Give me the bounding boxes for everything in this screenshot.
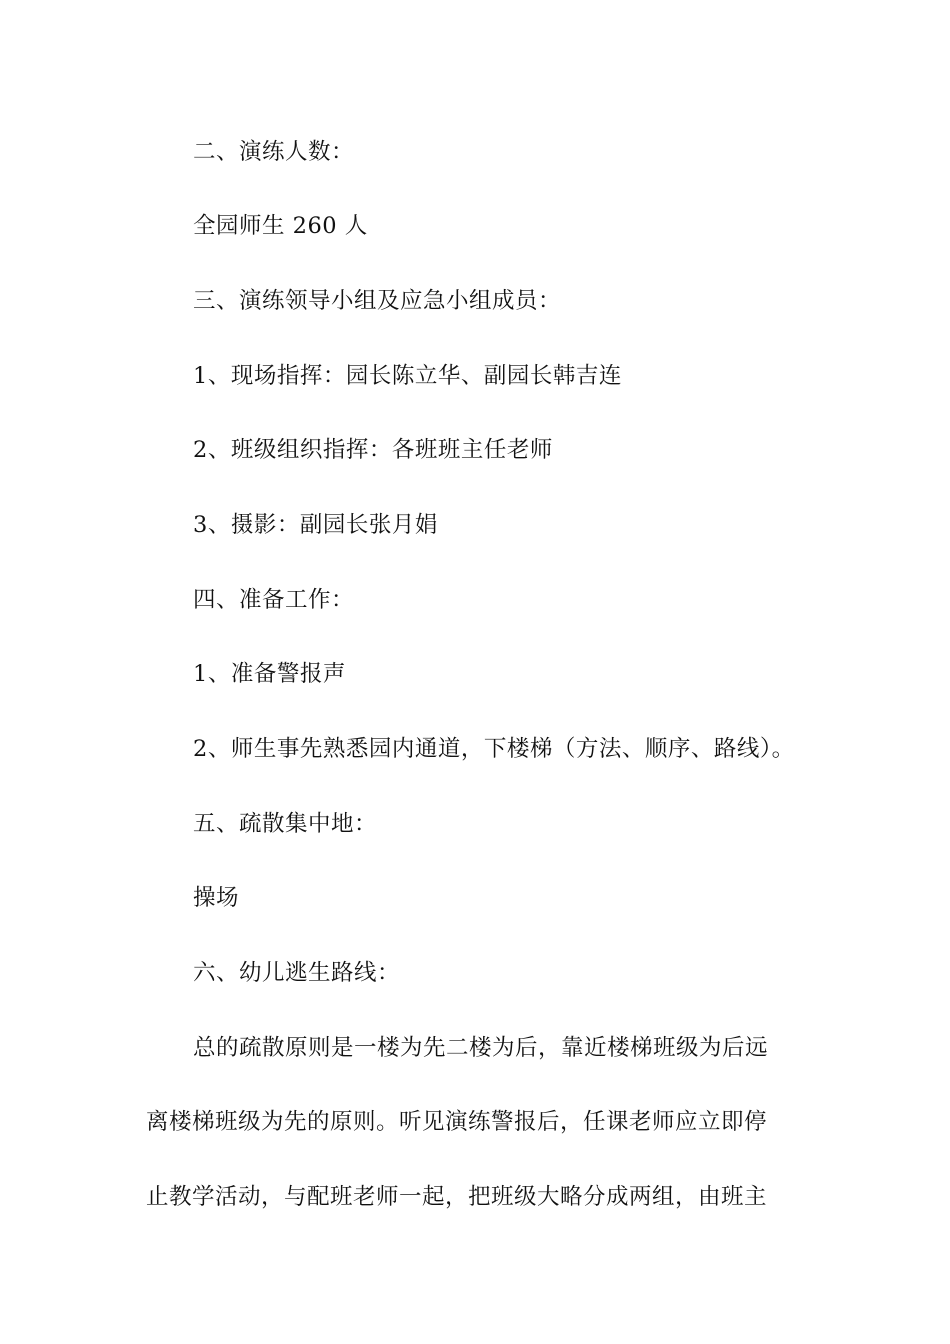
paragraph-assembly-location: 操场 [193,885,240,911]
section-heading-assembly-point: 五、疏散集中地： [193,811,378,837]
list-item-alarm: 1、准备警报声 [193,661,346,687]
list-item-class-command: 2、班级组织指挥：各班班主任老师 [193,437,553,463]
list-item-familiarize-routes: 2、师生事先熟悉园内通道，下楼梯（方法、顺序、路线）。 [193,736,795,762]
section-heading-leadership: 三、演练领导小组及应急小组成员： [193,288,562,314]
paragraph-participant-count: 全园师生 260 人 [193,213,368,239]
paragraph-evacuation-principle-line-1: 总的疏散原则是一楼为先二楼为后，靠近楼梯班级为后远 [193,1035,769,1061]
section-heading-participants: 二、演练人数： [193,139,355,165]
list-item-photography: 3、摄影：副园长张月娟 [193,512,438,538]
section-heading-preparation: 四、准备工作： [193,587,355,613]
section-heading-escape-routes: 六、幼儿逃生路线： [193,960,401,986]
paragraph-evacuation-principle-line-3: 止教学活动，与配班老师一起，把班级大略分成两组，由班主 [146,1184,768,1210]
paragraph-evacuation-principle-line-2: 离楼梯班级为先的原则。听见演练警报后，任课老师应立即停 [146,1109,768,1135]
list-item-site-command: 1、现场指挥：园长陈立华、副园长韩吉连 [193,363,622,389]
